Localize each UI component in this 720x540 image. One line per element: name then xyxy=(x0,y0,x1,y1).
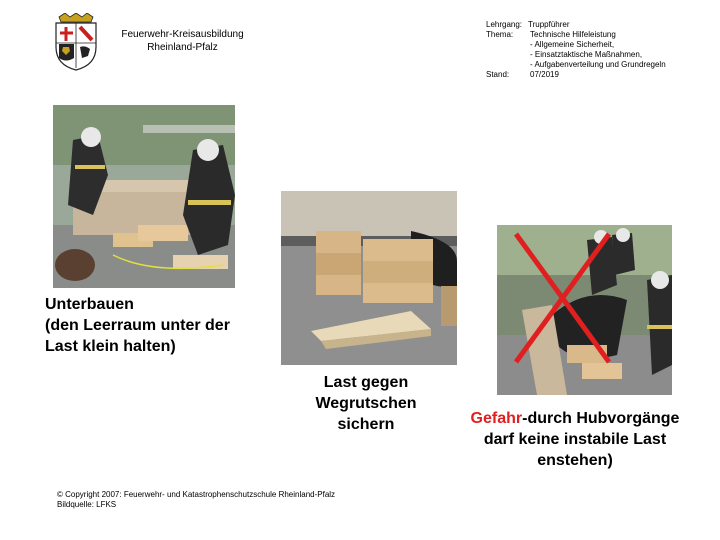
organization-line-2: Rheinland-Pfalz xyxy=(147,42,218,53)
photo-cribbing xyxy=(53,105,235,288)
caption-unterbauen xyxy=(45,294,265,357)
topic-line-2: - Allgemeine Sicherheit, xyxy=(530,40,615,49)
caption-wegrutschen-line-2: Wegrutschen xyxy=(315,395,417,412)
copyright-text: © Copyright 2007: Feuerwehr- und Katastrophenschutzschule Rheinland-Pfalz xyxy=(57,490,336,499)
topic-line-1: Technische Hilfeleistung xyxy=(530,30,616,39)
caption-wegrutschen-line-3: sichern xyxy=(337,416,395,433)
footer xyxy=(57,490,335,510)
topic-label: Thema: xyxy=(486,30,514,39)
course-value: Truppführer xyxy=(528,20,570,29)
organization-line-1: Feuerwehr-Kreisausbildung xyxy=(121,29,244,40)
caption-wegrutschen xyxy=(296,372,436,435)
caption-unterbauen-line-2: (den Leerraum unter der xyxy=(45,317,230,334)
course-meta xyxy=(486,20,716,80)
caption-gefahr-line-3: enstehen) xyxy=(537,452,613,469)
gefahr-rest: -durch Hubvorgänge xyxy=(522,410,680,427)
topic-line-3: - Einsatztaktische Maßnahmen, xyxy=(530,50,643,59)
caption-gefahr-line-2: darf keine instabile Last xyxy=(483,431,667,448)
photo-wedges xyxy=(281,191,457,365)
red-cross-icon xyxy=(510,228,615,368)
course-label: Lehrgang: xyxy=(486,20,523,29)
image-source-text: Bildquelle: LFKS xyxy=(57,500,117,509)
status-value: 07/2019 xyxy=(530,70,559,79)
status-label: Stand: xyxy=(486,70,510,79)
gefahr-word: Gefahr xyxy=(470,410,523,427)
caption-gefahr-line-1 xyxy=(448,408,702,429)
caption-gefahr xyxy=(448,408,702,471)
caption-unterbauen-line-3: Last klein halten) xyxy=(45,338,176,355)
organization-name xyxy=(100,28,265,54)
caption-wegrutschen-line-1: Last gegen xyxy=(323,374,409,391)
topic-line-4: - Aufgabenverteilung und Grundregeln xyxy=(530,60,666,69)
caption-unterbauen-line-1: Unterbauen xyxy=(45,296,134,313)
coat-of-arms-icon xyxy=(53,13,99,71)
